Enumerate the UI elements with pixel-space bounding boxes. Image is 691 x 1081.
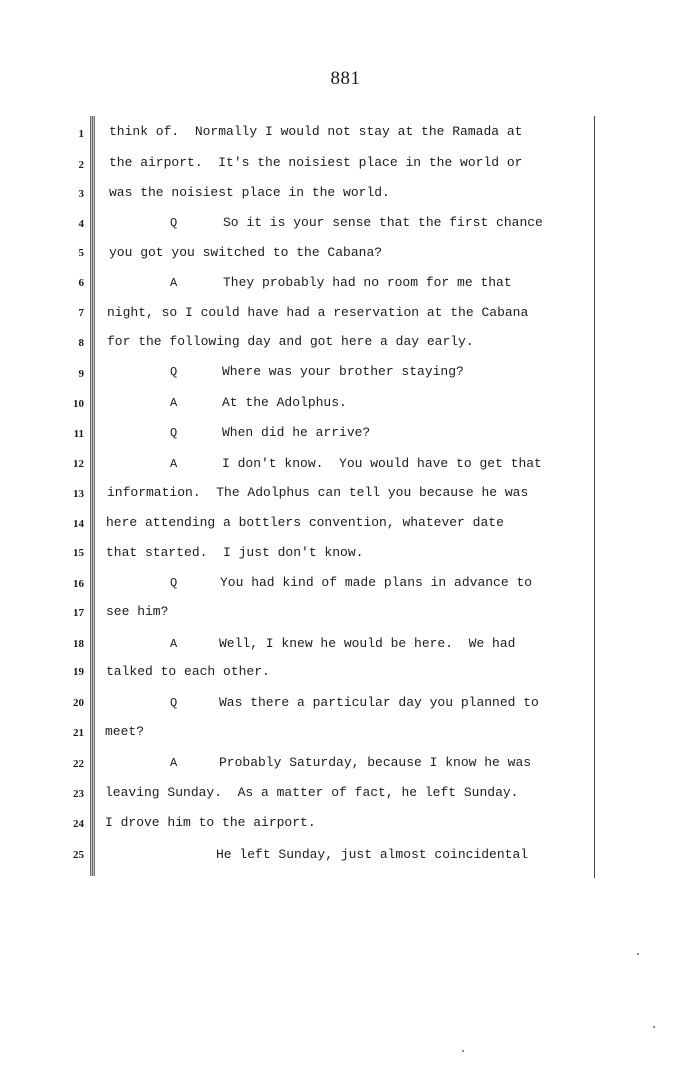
speaker-label: A	[170, 276, 178, 290]
speaker-label: Q	[170, 426, 178, 440]
line-text: was the noisiest place in the world.	[109, 185, 390, 200]
line-number: 9	[78, 368, 84, 380]
line-number: 3	[78, 188, 84, 200]
line-text: for the following day and got here a day early.	[107, 334, 474, 349]
scan-speck	[653, 1026, 655, 1028]
line-number: 25	[73, 849, 84, 861]
right-margin-rule	[594, 116, 595, 878]
line-text: see him?	[106, 604, 169, 619]
line-number: 14	[73, 518, 84, 530]
line-text: the airport. It's the noisiest place in the world or	[109, 155, 523, 170]
line-text: So it is your sense that the first chance	[223, 215, 543, 230]
speaker-label: A	[170, 637, 178, 651]
line-text: talked to each other.	[106, 664, 270, 679]
scan-speck	[637, 953, 639, 955]
line-number: 13	[73, 488, 84, 500]
speaker-label: Q	[170, 216, 178, 230]
speaker-label: Q	[170, 576, 178, 590]
line-text: leaving Sunday. As a matter of fact, he left Sunday.	[105, 785, 519, 800]
line-number: 6	[78, 277, 84, 289]
line-text: that started. I just don't know.	[106, 545, 364, 560]
line-number: 8	[78, 337, 84, 349]
line-number: 2	[78, 159, 84, 171]
speaker-label: Q	[170, 365, 178, 379]
line-text: meet?	[105, 724, 145, 739]
line-number: 22	[73, 758, 84, 770]
line-number: 4	[78, 218, 84, 230]
line-text: here attending a bottlers convention, whatever date	[106, 515, 504, 530]
line-number: 21	[73, 727, 84, 739]
line-text: He left Sunday, just almost coincidental	[216, 847, 529, 862]
speaker-label: A	[170, 756, 178, 770]
line-number: 20	[73, 697, 84, 709]
page-number: 881	[330, 68, 361, 89]
speaker-label: Q	[170, 696, 178, 710]
line-text: think of. Normally I would not stay at the Ramada at	[109, 124, 523, 139]
line-number: 16	[73, 578, 84, 590]
left-margin-rule	[90, 116, 95, 876]
line-number: 1	[78, 128, 84, 140]
line-text: Probably Saturday, because I know he was	[219, 755, 532, 770]
line-number: 10	[73, 398, 84, 410]
line-text: You had kind of made plans in advance to	[220, 575, 533, 590]
speaker-label: A	[170, 396, 178, 410]
line-text: Well, I knew he would be here. We had	[219, 636, 516, 651]
line-number: 12	[73, 458, 84, 470]
speaker-label: A	[170, 457, 178, 471]
line-number: 23	[73, 788, 84, 800]
line-number: 11	[73, 428, 84, 440]
line-number: 19	[73, 666, 84, 678]
line-text: you got you switched to the Cabana?	[109, 245, 383, 260]
line-number: 24	[73, 818, 84, 830]
line-text: When did he arrive?	[222, 425, 371, 440]
line-text: Where was your brother staying?	[222, 364, 464, 379]
line-text: Was there a particular day you planned to	[219, 695, 539, 710]
line-text: They probably had no room for me that	[223, 275, 512, 290]
line-number: 7	[78, 307, 84, 319]
scan-speck	[462, 1050, 464, 1052]
line-number: 5	[78, 247, 84, 259]
line-number: 17	[73, 607, 84, 619]
line-text: I drove him to the airport.	[105, 815, 316, 830]
line-text: I don't know. You would have to get that	[222, 456, 542, 471]
line-number: 18	[73, 638, 84, 650]
line-number: 15	[73, 547, 84, 559]
line-text: information. The Adolphus can tell you because he was	[107, 485, 529, 500]
line-text: night, so I could have had a reservation at the Cabana	[107, 305, 529, 320]
line-text: At the Adolphus.	[222, 395, 347, 410]
